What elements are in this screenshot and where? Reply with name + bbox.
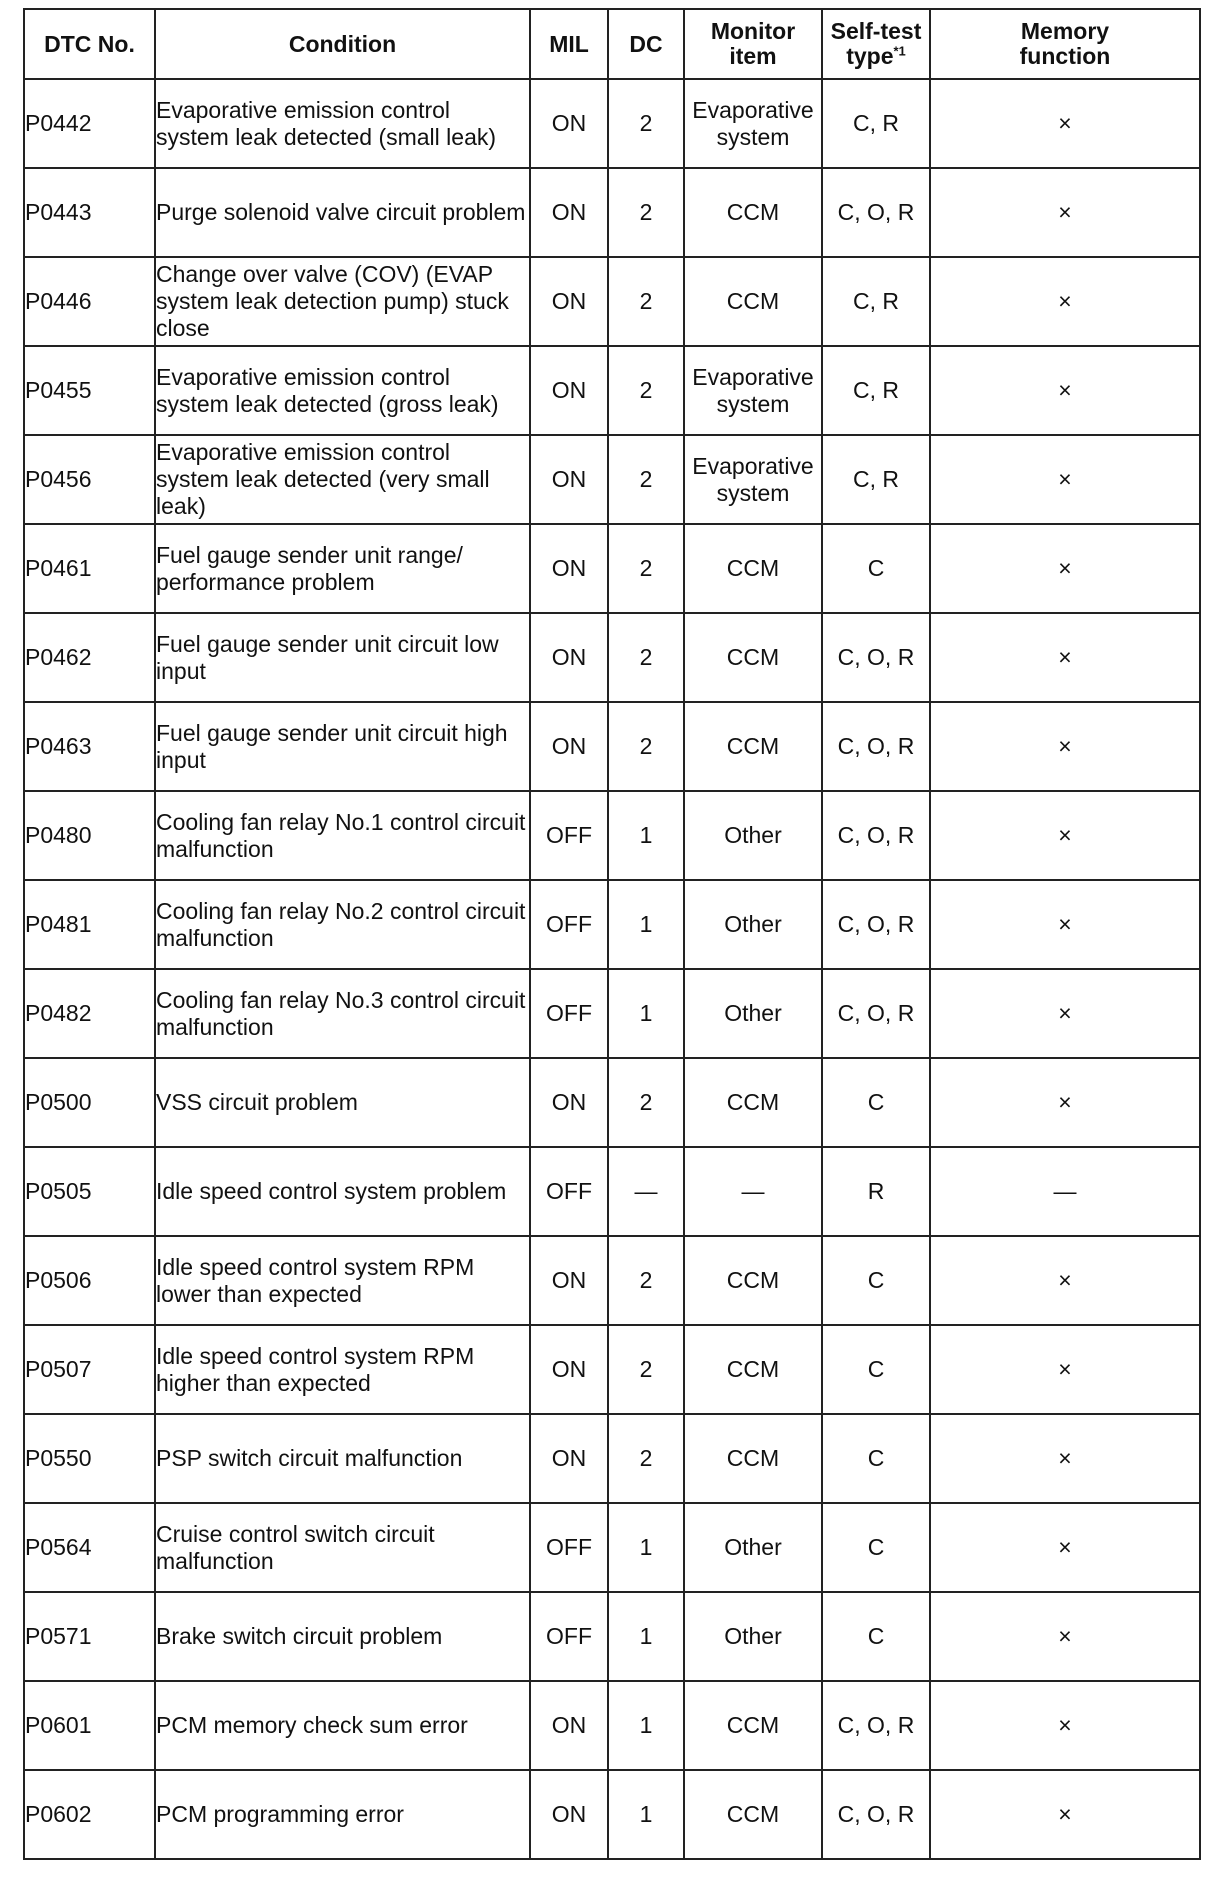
self-test-type: C, R [822,435,930,524]
header-self-test-label: Self-test type [830,18,922,69]
monitor-item: Other [684,791,822,880]
drive-cycle: 1 [608,1681,684,1770]
condition-text: Idle speed control system problem [155,1147,530,1236]
memory-function: × [930,702,1200,791]
mil-status: OFF [530,1147,608,1236]
memory-function: × [930,613,1200,702]
condition-text: Purge solenoid valve circuit problem [155,168,530,257]
footnote-marker: *1 [893,43,906,59]
condition-text: Cooling fan relay No.2 control circuit malfunction [155,880,530,969]
mil-status: ON [530,79,608,168]
memory-function: × [930,1236,1200,1325]
table-row [24,1147,1200,1236]
self-test-type: C [822,1325,930,1414]
header-memory-line1: Memory [1020,18,1110,44]
dtc-code: P0505 [24,1147,155,1236]
condition-text: Fuel gauge sender unit circuit high input [155,702,530,791]
drive-cycle: 1 [608,1592,684,1681]
table-row [24,168,1200,257]
mil-status: OFF [530,1503,608,1592]
memory-function: × [930,969,1200,1058]
self-test-type: C [822,524,930,613]
dtc-code: P0601 [24,1681,155,1770]
self-test-type: C, O, R [822,880,930,969]
self-test-type: C, R [822,79,930,168]
condition-text: Cooling fan relay No.1 control circuit malfunction [155,791,530,880]
memory-function: × [930,880,1200,969]
drive-cycle: 1 [608,791,684,880]
table-row [24,969,1200,1058]
drive-cycle: 2 [608,1236,684,1325]
table-row [24,1414,1200,1503]
condition-text: PCM memory check sum error [155,1681,530,1770]
condition-text: Evaporative emission control system leak detected (gross leak) [155,346,530,435]
condition-text: Cruise control switch circuit malfunction [155,1503,530,1592]
monitor-item: Evaporative system [684,79,822,168]
self-test-type: C, O, R [822,969,930,1058]
monitor-item: Other [684,880,822,969]
self-test-type: C [822,1058,930,1147]
self-test-type: C, R [822,257,930,346]
memory-function: × [930,1414,1200,1503]
monitor-item: Other [684,969,822,1058]
memory-function: × [930,435,1200,524]
table-row [24,702,1200,791]
memory-function: × [930,1058,1200,1147]
drive-cycle: 2 [608,168,684,257]
dtc-table [23,8,1201,1860]
condition-text: Brake switch circuit problem [155,1592,530,1681]
table-row [24,524,1200,613]
monitor-item: CCM [684,524,822,613]
memory-function: × [930,1325,1200,1414]
dtc-code: P0456 [24,435,155,524]
mil-status: ON [530,257,608,346]
monitor-item: Other [684,1592,822,1681]
dtc-code: P0507 [24,1325,155,1414]
memory-function: — [930,1147,1200,1236]
monitor-item: CCM [684,1770,822,1859]
table-row [24,1503,1200,1592]
memory-function: × [930,1503,1200,1592]
dtc-table-body [24,79,1200,1859]
memory-function: × [930,257,1200,346]
self-test-type: C [822,1592,930,1681]
drive-cycle: 2 [608,1414,684,1503]
drive-cycle: 2 [608,702,684,791]
header-row [24,9,1200,79]
mil-status: OFF [530,969,608,1058]
drive-cycle: 2 [608,1325,684,1414]
monitor-item: CCM [684,702,822,791]
memory-function: × [930,168,1200,257]
self-test-type: C, R [822,346,930,435]
memory-function: × [930,79,1200,168]
self-test-type: C, O, R [822,168,930,257]
table-row [24,613,1200,702]
dtc-code: P0506 [24,1236,155,1325]
header-memory-line2: function [1019,43,1111,69]
mil-status: ON [530,613,608,702]
monitor-item: CCM [684,613,822,702]
monitor-item: Other [684,1503,822,1592]
dtc-code: P0481 [24,880,155,969]
memory-function: × [930,1592,1200,1681]
mil-status: OFF [530,1592,608,1681]
mil-status: ON [530,1414,608,1503]
header-monitor-item: Monitor item [684,9,822,79]
drive-cycle: 2 [608,79,684,168]
mil-status: ON [530,435,608,524]
monitor-item: Evaporative system [684,435,822,524]
drive-cycle: 1 [608,969,684,1058]
mil-status: ON [530,346,608,435]
header-memory-function [930,9,1200,79]
table-row [24,1681,1200,1770]
condition-text: Fuel gauge sender unit range/ performance problem [155,524,530,613]
self-test-type: C [822,1414,930,1503]
monitor-item: Evaporative system [684,346,822,435]
mil-status: ON [530,1058,608,1147]
dtc-code: P0571 [24,1592,155,1681]
table-row [24,1592,1200,1681]
self-test-type: C, O, R [822,702,930,791]
header-dc: DC [608,9,684,79]
self-test-type: C, O, R [822,1681,930,1770]
table-row [24,791,1200,880]
condition-text: VSS circuit problem [155,1058,530,1147]
drive-cycle: — [608,1147,684,1236]
mil-status: ON [530,168,608,257]
condition-text: Fuel gauge sender unit circuit low input [155,613,530,702]
dtc-code: P0446 [24,257,155,346]
dtc-code: P0602 [24,1770,155,1859]
monitor-item: CCM [684,257,822,346]
memory-function: × [930,524,1200,613]
header-self-test-type [822,9,930,79]
condition-text: PCM programming error [155,1770,530,1859]
table-row [24,435,1200,524]
condition-text: Evaporative emission control system leak detected (very small leak) [155,435,530,524]
monitor-item: CCM [684,1414,822,1503]
table-row [24,257,1200,346]
monitor-item: CCM [684,1325,822,1414]
drive-cycle: 1 [608,1503,684,1592]
self-test-type: C [822,1503,930,1592]
dtc-code: P0455 [24,346,155,435]
drive-cycle: 1 [608,1770,684,1859]
dtc-code: P0564 [24,1503,155,1592]
drive-cycle: 2 [608,346,684,435]
header-mil: MIL [530,9,608,79]
dtc-code: P0462 [24,613,155,702]
drive-cycle: 1 [608,880,684,969]
table-row [24,1058,1200,1147]
drive-cycle: 2 [608,613,684,702]
self-test-type: C, O, R [822,1770,930,1859]
table-row [24,880,1200,969]
mil-status: ON [530,1325,608,1414]
self-test-type: R [822,1147,930,1236]
table-row [24,79,1200,168]
monitor-item: CCM [684,1058,822,1147]
memory-function: × [930,346,1200,435]
monitor-item: CCM [684,1236,822,1325]
monitor-item: — [684,1147,822,1236]
condition-text: Idle speed control system RPM lower than expected [155,1236,530,1325]
header-condition: Condition [155,9,530,79]
header-dtc-no: DTC No. [24,9,155,79]
mil-status: ON [530,702,608,791]
table-row [24,346,1200,435]
dtc-code: P0442 [24,79,155,168]
condition-text: Idle speed control system RPM higher than expected [155,1325,530,1414]
drive-cycle: 2 [608,524,684,613]
self-test-type: C, O, R [822,791,930,880]
table-row [24,1770,1200,1859]
mil-status: OFF [530,791,608,880]
mil-status: ON [530,1681,608,1770]
dtc-code: P0443 [24,168,155,257]
self-test-type: C, O, R [822,613,930,702]
mil-status: ON [530,524,608,613]
drive-cycle: 2 [608,435,684,524]
memory-function: × [930,1681,1200,1770]
monitor-item: CCM [684,1681,822,1770]
drive-cycle: 2 [608,1058,684,1147]
mil-status: ON [530,1770,608,1859]
memory-function: × [930,1770,1200,1859]
condition-text: PSP switch circuit malfunction [155,1414,530,1503]
dtc-code: P0500 [24,1058,155,1147]
dtc-code: P0463 [24,702,155,791]
table-row [24,1236,1200,1325]
memory-function: × [930,791,1200,880]
self-test-type: C [822,1236,930,1325]
mil-status: ON [530,1236,608,1325]
table-row [24,1325,1200,1414]
dtc-code: P0461 [24,524,155,613]
monitor-item: CCM [684,168,822,257]
mil-status: OFF [530,880,608,969]
drive-cycle: 2 [608,257,684,346]
condition-text: Cooling fan relay No.3 control circuit malfunction [155,969,530,1058]
condition-text: Change over valve (COV) (EVAP system leak detection pump) stuck close [155,257,530,346]
dtc-code: P0480 [24,791,155,880]
condition-text: Evaporative emission control system leak detected (small leak) [155,79,530,168]
dtc-code: P0482 [24,969,155,1058]
dtc-code: P0550 [24,1414,155,1503]
